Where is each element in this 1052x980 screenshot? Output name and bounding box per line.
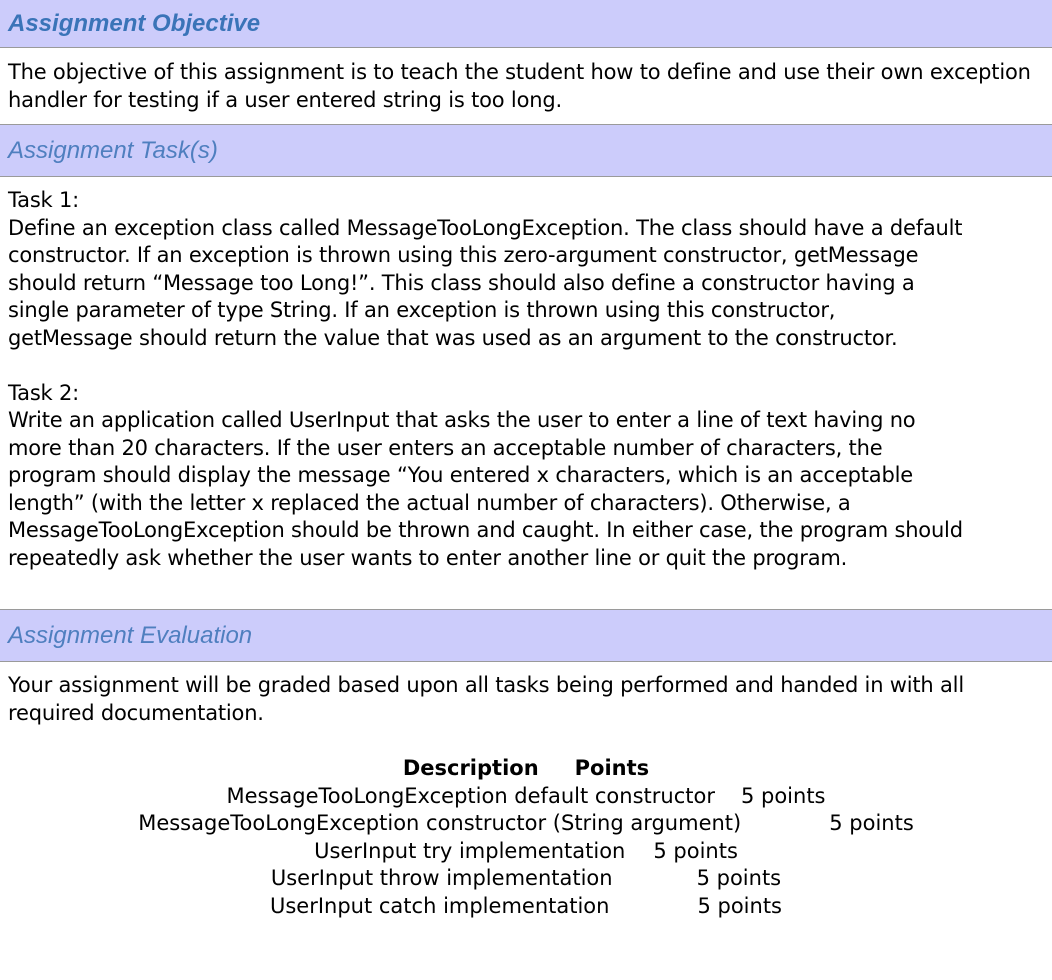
- grading-table: [0, 755, 1052, 920]
- grading-table-header: [0, 755, 1052, 783]
- row-points: 5 points: [697, 893, 783, 918]
- row-points: 5 points: [829, 811, 914, 835]
- task2-line: repeatedly ask whether the user wants to enter another line or quit the program.: [8, 545, 848, 570]
- evaluation-line: Your assignment will be graded based upon all tasks being performed and handed in with all: [8, 673, 964, 697]
- objective-header: Assignment Objective: [0, 0, 1052, 48]
- row-points: 5 points: [653, 838, 738, 863]
- grading-row: [0, 893, 1052, 921]
- row-description: UserInput throw implementation: [270, 866, 613, 890]
- tasks-header: Assignment Task(s): [0, 124, 1052, 177]
- column-description: Description: [402, 756, 539, 780]
- grading-row: [0, 838, 1052, 866]
- row-description: MessageTooLongException default constructor: [226, 783, 715, 808]
- evaluation-line: required documentation.: [8, 700, 264, 725]
- grading-row: [0, 810, 1052, 838]
- row-points: 5 points: [740, 783, 826, 808]
- task2-line: more than 20 characters. If the user enters an acceptable number of characters, the: [8, 435, 883, 460]
- objective-paragraph: The objective of this assignment is to teach the student how to define and use their own exception handler for testing if a user entered string is too long.: [8, 60, 1031, 112]
- evaluation-text: [8, 672, 1048, 727]
- task1-line: Define an exception class called MessageTooLongException. The class should have a default: [8, 215, 963, 240]
- column-points: Points: [574, 756, 650, 780]
- tasks-text: [8, 187, 1048, 572]
- objective-text: [8, 59, 1048, 114]
- row-description: UserInput catch implementation: [269, 893, 610, 918]
- task1-line: should return “Message too Long!”. This class should also define a constructor having a: [8, 270, 915, 295]
- task2-title: Task 2:: [8, 380, 80, 405]
- task2-line: Write an application called UserInput that asks the user to enter a line of text having no: [8, 408, 916, 432]
- task2-line: MessageTooLongException should be thrown and caught. In either case, the program should: [8, 518, 963, 542]
- row-description: MessageTooLongException constructor (String argument): [138, 811, 742, 835]
- grading-row: [0, 865, 1052, 893]
- grading-row: [0, 783, 1052, 811]
- row-description: UserInput try implementation: [314, 838, 626, 863]
- evaluation-header: Assignment Evaluation: [0, 609, 1052, 662]
- task2-line: program should display the message “You entered x characters, which is an acceptable: [8, 463, 913, 487]
- row-points: 5 points: [696, 866, 782, 890]
- task1-line: getMessage should return the value that was used as an argument to the constructor.: [8, 325, 898, 350]
- task1-line: single parameter of type String. If an exception is thrown using this constructor,: [8, 298, 836, 322]
- task2-line: length” (with the letter x replaced the actual number of characters). Otherwise, a: [8, 490, 851, 515]
- task1-line: constructor. If an exception is thrown using this zero-argument constructor, getMessage: [8, 243, 919, 267]
- task1-title: Task 1:: [8, 188, 80, 212]
